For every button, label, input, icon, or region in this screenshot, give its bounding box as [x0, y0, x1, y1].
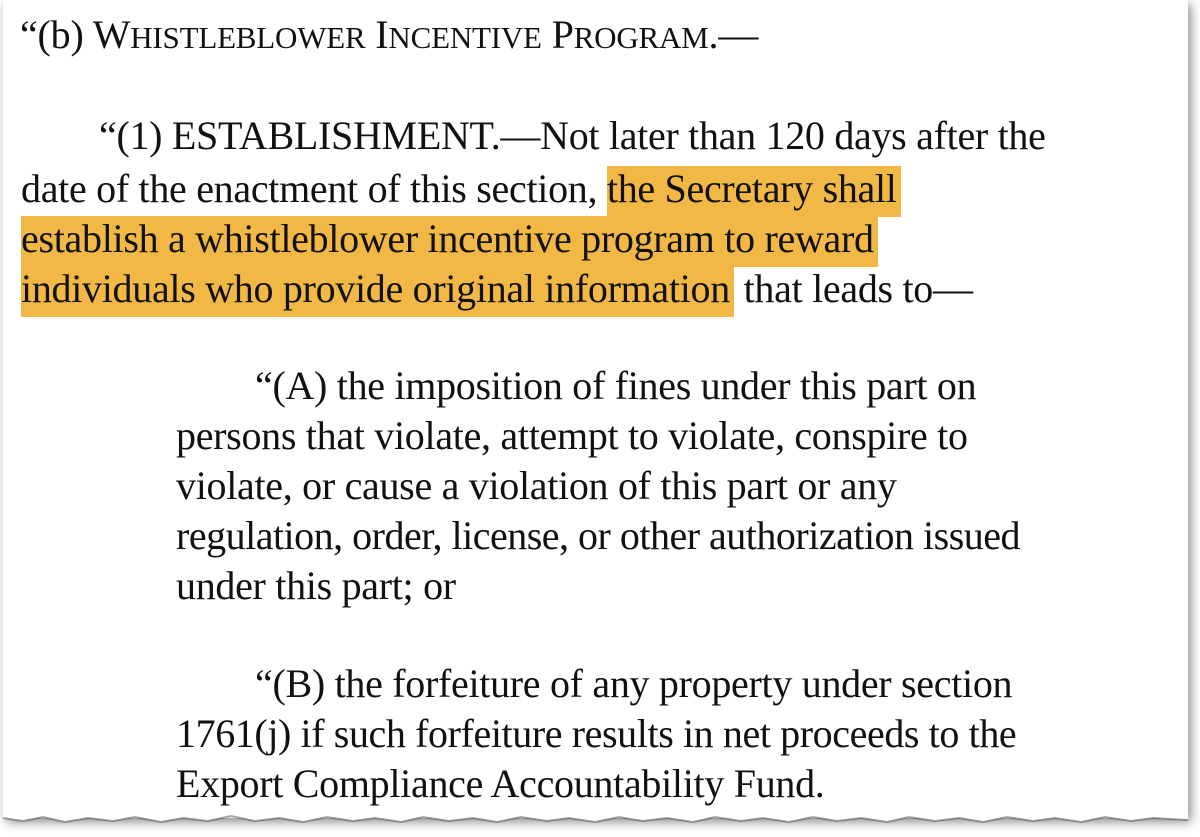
heading-prefix: “(b): [20, 12, 93, 57]
document-page: [3, 0, 1188, 818]
heading-suffix: .—: [708, 12, 759, 57]
para-a-line-3: violate, or cause a violation of this part or any: [176, 463, 897, 508]
highlighted-text: establish a whistleblower incentive program to reward: [21, 216, 878, 267]
heading-rest-3: ROGRAM: [573, 20, 709, 55]
heading-cap-2: I: [375, 12, 389, 57]
para1-line-2: [21, 164, 901, 214]
para-b-line-3: Export Compliance Accountability Fund.: [176, 761, 825, 806]
section-heading: [20, 12, 758, 61]
heading-cap-1: W: [92, 12, 131, 57]
para1-line-1: “(1) ESTABLISHMENT.—Not later than 120 days after the: [99, 113, 1046, 158]
torn-edge-decoration: [3, 812, 1188, 826]
heading-rest-2: NCENTIVE: [388, 20, 542, 55]
highlighted-text: individuals who provide original information: [21, 266, 734, 317]
para-a-line-2: persons that violate, attempt to violate, conspire to: [176, 413, 968, 458]
para-a-line-1: “(A) the imposition of fines under this part on: [255, 363, 977, 408]
heading-rest-1: HISTLEBLOWER: [130, 20, 366, 55]
para-a-line-5: under this part; or: [176, 563, 456, 608]
para1-line-3: [21, 214, 878, 264]
heading-cap-3: P: [551, 12, 574, 57]
para-b-line-1: “(B) the forfeiture of any property under section: [255, 661, 1013, 706]
highlighted-text: the Secretary shall: [607, 166, 901, 217]
para-a-line-4: regulation, order, license, or other authorization issued: [176, 513, 1021, 558]
para1-line-4-plain: that leads to—: [733, 266, 973, 311]
para1-line-4: [21, 264, 973, 314]
para-b-line-2: 1761(j) if such forfeiture results in net proceeds to the: [176, 711, 1017, 756]
para1-line-2-plain: date of the enactment of this section,: [21, 166, 607, 211]
